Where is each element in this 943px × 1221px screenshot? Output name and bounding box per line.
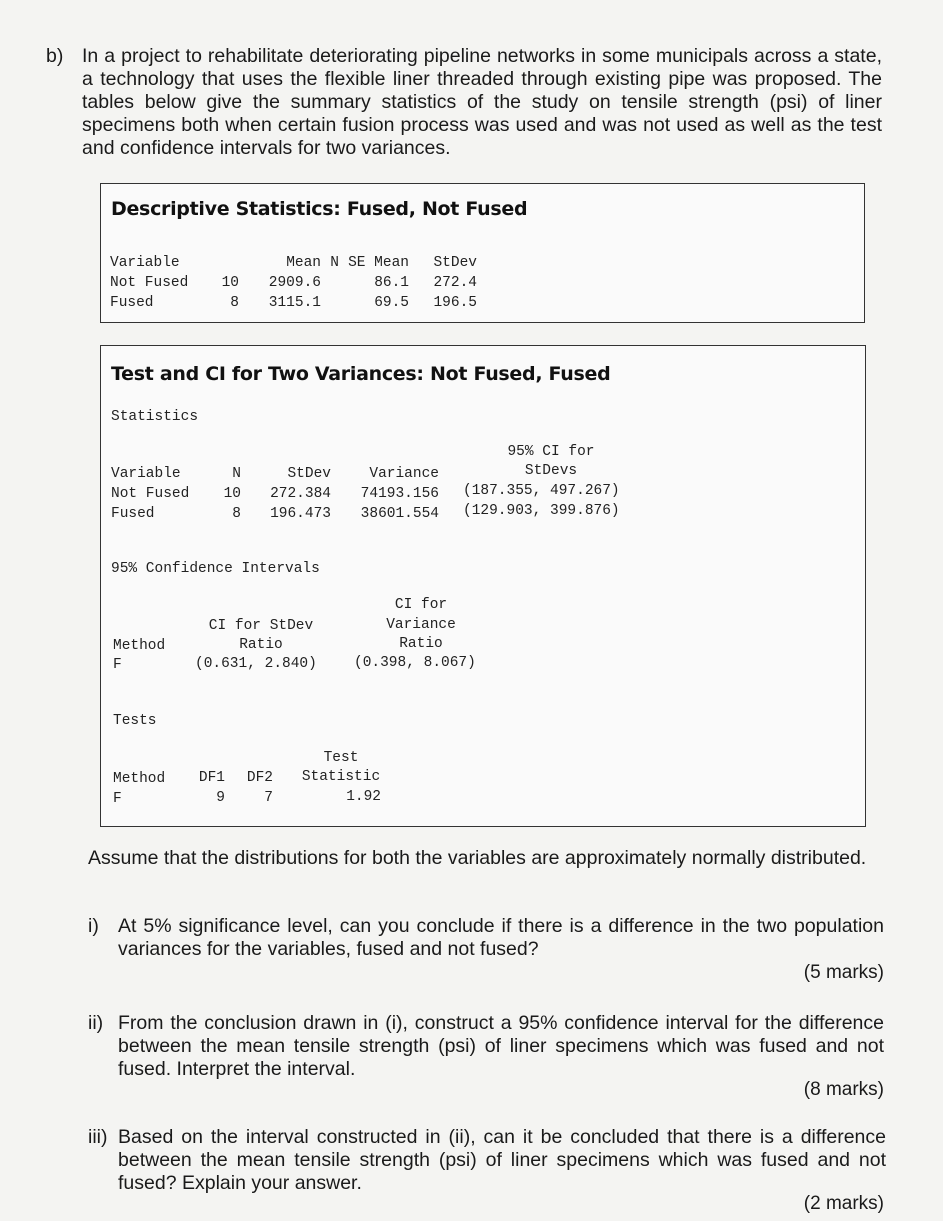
- stats-header-variance: Variance: [369, 466, 439, 482]
- assumption-text: Assume that the distributions for both the variables are approximately normally distributed.: [88, 847, 867, 869]
- stats-cell-n: 10: [223, 486, 241, 502]
- part-iii-label: iii): [88, 1126, 108, 1148]
- tests-cell-df1: 9: [216, 790, 225, 806]
- stats-header-ci-line2: StDevs: [524, 463, 578, 479]
- tests-header-df2: DF2: [246, 770, 273, 786]
- part-ii-label: ii): [88, 1012, 104, 1034]
- question-label: b): [46, 45, 64, 67]
- stats-header-stdev: StDev: [287, 466, 331, 482]
- part-i-label: i): [88, 915, 99, 937]
- ci-header-stdev-line2: Ratio: [239, 637, 283, 653]
- desc-cell-mean: 3115.1: [268, 295, 321, 311]
- part-ii-text: From the conclusion drawn in (i), construct a 95% confidence interval for the difference between the mean tensile strength (psi) of liner specimens which was fused and not fused. Interpret the interval.: [118, 1012, 884, 1080]
- stats-header-n: N: [232, 466, 241, 482]
- tests-label: Tests: [113, 713, 157, 729]
- ci-header-var-line1: CI for: [394, 597, 448, 613]
- stats-header-ci-line1: 95% CI for: [507, 444, 595, 460]
- stats-cell-ci: (187.355, 497.267): [463, 483, 620, 499]
- question-intro: In a project to rehabilitate deteriorating pipeline networks in some municipals across a state, a technology that uses the flexible liner threaded through existing pipe was proposed. The tables below give the summary statistics of the study on tensile strength (psi) of liner specimens both when certain fusion process was used and was not used as well as the test and confidence intervals for two variances.: [82, 45, 882, 159]
- desc-header-mean: Mean: [286, 255, 321, 271]
- stats-cell-variance: 74193.156: [360, 486, 439, 502]
- statistics-label: Statistics: [111, 409, 199, 425]
- tests-header-stat-line1: Test: [323, 750, 359, 766]
- part-i-marks: (5 marks): [803, 962, 884, 983]
- stats-cell-n: 8: [232, 506, 241, 522]
- stats-cell-stdev: 272.384: [270, 486, 331, 502]
- ci-cell-method: F: [113, 657, 122, 673]
- stats-cell-variable: Not Fused: [111, 486, 190, 502]
- tests-cell-method: F: [113, 791, 122, 807]
- descriptive-stats-box: [100, 183, 865, 323]
- ci-cell-variance-ratio: (0.398, 8.067): [354, 655, 476, 671]
- desc-cell-variable: Fused: [110, 295, 154, 311]
- stats-cell-variable: Fused: [111, 506, 155, 522]
- ci-header-stdev-line1: CI for StDev: [208, 618, 314, 634]
- ci-header-method: Method: [113, 638, 166, 654]
- part-i-text: At 5% significance level, can you conclude if there is a difference in the two population variances for the variables, fused and not fused?: [118, 915, 884, 960]
- desc-cell-se-mean: 86.1: [374, 275, 409, 291]
- stats-cell-stdev: 196.473: [270, 506, 331, 522]
- ci-label: 95% Confidence Intervals: [111, 561, 320, 577]
- desc-cell-n: 10: [221, 275, 239, 291]
- desc-cell-stdev: 272.4: [433, 275, 477, 291]
- descriptive-stats-title: Descriptive Statistics: Fused, Not Fused: [111, 198, 528, 220]
- part-iii-text: Based on the interval constructed in (ii), can it be concluded that there is a difference between the mean tensile strength (psi) of liner specimens which was fused and not fused? Explain your answer.: [118, 1126, 886, 1194]
- tests-header-df1: DF1: [198, 770, 225, 786]
- tests-cell-statistic: 1.92: [346, 789, 381, 805]
- ci-cell-stdev-ratio: (0.631, 2.840): [195, 656, 317, 672]
- desc-header-n: N: [330, 255, 339, 271]
- variance-test-title: Test and CI for Two Variances: Not Fused, Fused: [111, 363, 611, 385]
- desc-header-se-mean: SE Mean: [348, 255, 409, 271]
- desc-cell-variable: Not Fused: [110, 275, 189, 291]
- part-iii-marks: (2 marks): [803, 1193, 884, 1214]
- desc-cell-stdev: 196.5: [433, 295, 477, 311]
- desc-header-stdev: StDev: [433, 255, 477, 271]
- variance-test-box: [100, 345, 866, 827]
- tests-header-stat-line2: Statistic: [301, 769, 381, 785]
- ci-header-var-line3: Ratio: [399, 636, 443, 652]
- tests-header-method: Method: [113, 771, 166, 787]
- tests-cell-df2: 7: [264, 790, 273, 806]
- ci-header-var-line2: Variance: [386, 617, 456, 633]
- stats-cell-ci: (129.903, 399.876): [463, 503, 620, 519]
- desc-header-variable: Variable: [110, 255, 180, 271]
- stats-header-variable: Variable: [111, 466, 181, 482]
- desc-cell-mean: 2909.6: [268, 275, 321, 291]
- stats-cell-variance: 38601.554: [360, 506, 439, 522]
- desc-cell-se-mean: 69.5: [374, 295, 409, 311]
- desc-cell-n: 8: [230, 295, 239, 311]
- part-ii-marks: (8 marks): [803, 1079, 884, 1100]
